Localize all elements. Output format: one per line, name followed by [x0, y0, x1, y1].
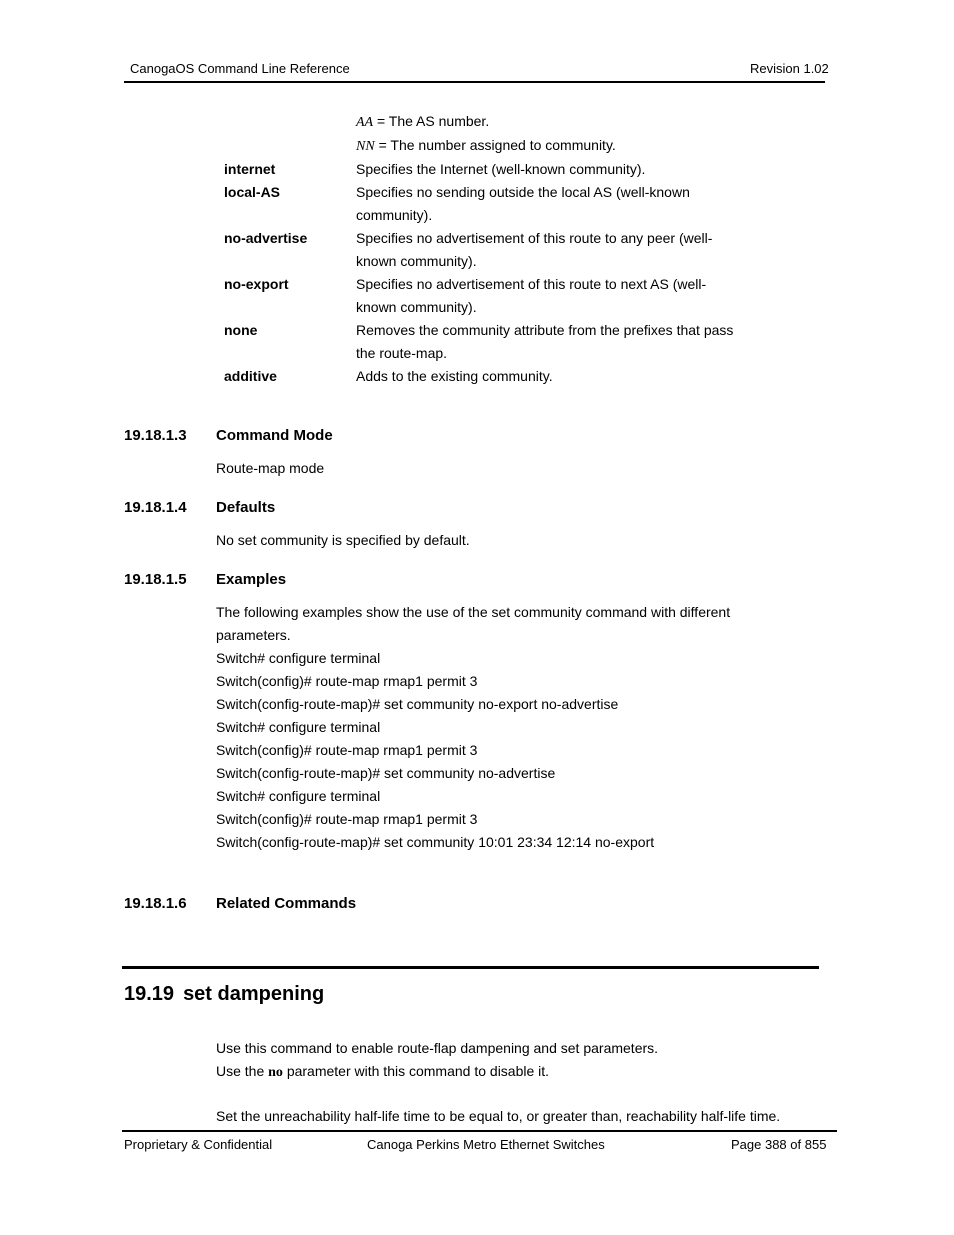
example-line: Switch(config-route-map)# set community no-advertise [216, 765, 556, 781]
param-name: no-advertise [224, 230, 308, 246]
chapter-line-1: Use this command to enable route-flap dampening and set parameters. [216, 1040, 659, 1056]
section-title-command-mode: Command Mode [216, 427, 333, 444]
example-line: Switch(config)# route-map rmap1 permit 3 [216, 673, 478, 689]
param-desc: Specifies no sending outside the local AS (well-known community). [356, 184, 690, 223]
example-line: Switch(config)# route-map rmap1 permit 3 [216, 742, 478, 758]
section-number-defaults: 19.18.1.4 [124, 499, 187, 516]
header-title: CanogaOS Command Line Reference [130, 61, 350, 76]
example-lines [216, 647, 816, 854]
param-desc: NN = The number assigned to community. [356, 137, 616, 154]
command-mode-text: Route-map mode [216, 460, 325, 476]
section-title-defaults: Defaults [216, 499, 276, 516]
param-row [224, 227, 744, 273]
param-name: none [224, 322, 258, 338]
footer-page-number: Page 388 of 855 [731, 1137, 827, 1152]
param-name: local-AS [224, 184, 281, 200]
param-row [224, 158, 744, 181]
section-number-related: 19.18.1.6 [124, 895, 187, 912]
header-revision: Revision 1.02 [750, 61, 829, 76]
footer-divider [122, 1130, 837, 1132]
chapter-title: set dampening [183, 983, 325, 1005]
footer-left: Proprietary & Confidential [124, 1137, 273, 1152]
param-desc: Adds to the existing community. [356, 368, 553, 384]
param-name [224, 134, 356, 158]
example-line: Switch(config-route-map)# set community no-export no-advertise [216, 696, 619, 712]
param-row [224, 319, 744, 365]
chapter-heading [124, 983, 324, 1006]
param-name: no-export [224, 276, 289, 292]
defaults-text: No set community is specified by default. [216, 532, 470, 548]
param-name: additive [224, 368, 277, 384]
example-line: Switch# configure terminal [216, 788, 381, 804]
param-row [224, 110, 744, 134]
section-title-related: Related Commands [216, 895, 357, 912]
chapter-line-3: Set the unreachability half-life time to be equal to, or greater than, reachability half-life time. [216, 1108, 781, 1124]
param-desc: Specifies the Internet (well-known community). [356, 161, 646, 177]
param-row [224, 181, 744, 227]
param-desc: Specifies no advertisement of this route to next AS (well-known community). [356, 276, 707, 315]
param-desc: Specifies no advertisement of this route to any peer (well-known community). [356, 230, 713, 269]
chapter-number: 19.19 [124, 983, 175, 1005]
param-desc: AA = The AS number. [356, 113, 490, 130]
example-line: Switch# configure terminal [216, 650, 381, 666]
examples-intro: The following examples show the use of the set community command with different parameters. [216, 604, 731, 643]
param-row [224, 273, 744, 319]
param-row [224, 365, 744, 388]
param-variable: AA [356, 115, 374, 130]
header-divider [124, 81, 825, 83]
chapter-line-2: Use the no parameter with this command to disable it. [216, 1063, 550, 1080]
footer-center: Canoga Perkins Metro Ethernet Switches [367, 1137, 605, 1152]
section-title-examples: Examples [216, 571, 287, 588]
example-line: Switch(config-route-map)# set community 10:01 23:34 12:14 no-export [216, 834, 655, 850]
section-number-command-mode: 19.18.1.3 [124, 427, 187, 444]
no-keyword: no [268, 1065, 283, 1080]
param-desc: Removes the community attribute from the prefixes that pass the route-map. [356, 322, 734, 361]
chapter-description [216, 1037, 816, 1084]
example-line: Switch# configure terminal [216, 719, 381, 735]
parameter-table [224, 110, 744, 388]
param-name: internet [224, 161, 276, 177]
param-variable: NN [356, 139, 375, 154]
param-name [224, 110, 356, 134]
example-line: Switch(config)# route-map rmap1 permit 3 [216, 811, 478, 827]
param-row [224, 134, 744, 158]
chapter-divider [122, 966, 819, 969]
section-number-examples: 19.18.1.5 [124, 571, 187, 588]
